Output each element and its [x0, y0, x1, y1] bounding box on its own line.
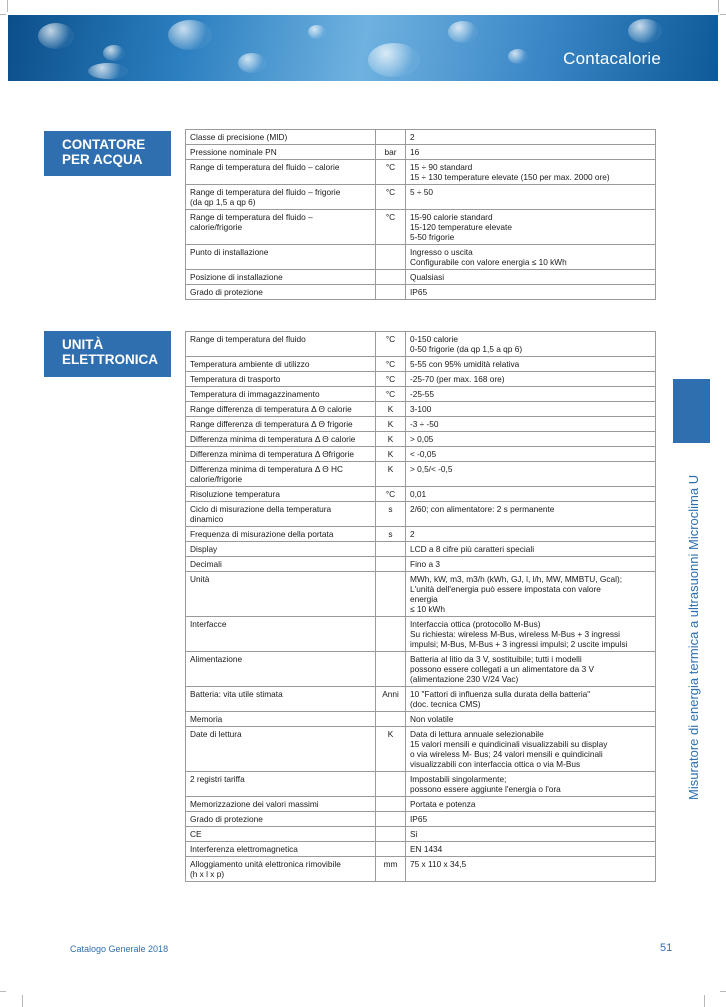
table-row	[186, 687, 656, 712]
unit-cell: K	[376, 447, 406, 462]
param-cell: Display	[186, 542, 376, 557]
table-row	[186, 402, 656, 417]
unit-cell	[376, 285, 406, 300]
water-drop-image	[38, 23, 74, 49]
param-cell: Pressione nominale PN	[186, 145, 376, 160]
unit-cell	[376, 245, 406, 270]
value-cell: 2	[406, 527, 656, 542]
value-cell: Data di lettura annuale selezionabile 15 valori mensili e quindicinali visualizzabili su display o via wireless M- Bus; 24 valori mensili e quindicinali visualizzabili con interfaccia ottica o via M-Bus	[406, 727, 656, 772]
param-cell: Temperatura ambiente di utilizzo	[186, 357, 376, 372]
unit-cell	[376, 812, 406, 827]
value-cell: 0-150 calorie 0-50 frigorie (da qp 1,5 a qp 6)	[406, 332, 656, 357]
unit-cell: mm	[376, 857, 406, 882]
value-cell: 2/60; con alimentatore: 2 s permanente	[406, 502, 656, 527]
param-cell: 2 registri tariffa	[186, 772, 376, 797]
crop-mark	[0, 14, 6, 15]
param-cell: Frequenza di misurazione della portata	[186, 527, 376, 542]
unit-cell: K	[376, 462, 406, 487]
table-row	[186, 857, 656, 882]
param-cell: Alloggiamento unità elettronica rimovibile (h x l x p)	[186, 857, 376, 882]
section-label-unita-elettronica	[44, 331, 171, 377]
param-cell: Differenza minima di temperatura Δ Θfrigorie	[186, 447, 376, 462]
value-cell: 16	[406, 145, 656, 160]
value-cell: 15 ÷ 90 standard 15 ÷ 130 temperature elevate (150 per max. 2000 ore)	[406, 160, 656, 185]
unit-cell: °C	[376, 387, 406, 402]
param-cell: Differenza minima di temperatura Δ Θ HC calorie/frigorie	[186, 462, 376, 487]
section-label-line: UNITÀ	[62, 337, 104, 352]
crop-mark	[720, 991, 726, 992]
table-row	[186, 797, 656, 812]
unit-cell	[376, 572, 406, 617]
value-cell: 2	[406, 130, 656, 145]
unit-cell: °C	[376, 372, 406, 387]
param-cell: Temperatura di trasporto	[186, 372, 376, 387]
water-drop-image	[368, 43, 420, 77]
table-row	[186, 332, 656, 357]
table-row	[186, 185, 656, 210]
water-drop-image	[628, 19, 662, 43]
footer-catalog: Catalogo Generale 2018	[70, 944, 169, 954]
table-row	[186, 417, 656, 432]
param-cell: Grado di protezione	[186, 285, 376, 300]
water-drop-image	[508, 49, 528, 64]
unit-cell: s	[376, 502, 406, 527]
unit-cell: s	[376, 527, 406, 542]
unit-cell	[376, 617, 406, 652]
param-cell: Range differenza di temperatura Δ Θ calorie	[186, 402, 376, 417]
unit-cell	[376, 772, 406, 797]
header-banner	[8, 15, 718, 81]
unit-cell: Anni	[376, 687, 406, 712]
param-cell: Range di temperatura del fluido – frigorie (da qp 1,5 a qp 6)	[186, 185, 376, 210]
unit-cell	[376, 557, 406, 572]
table-row	[186, 210, 656, 245]
table-row	[186, 130, 656, 145]
value-cell: > 0,05	[406, 432, 656, 447]
table-row	[186, 462, 656, 487]
value-cell: Fino a 3	[406, 557, 656, 572]
unit-cell	[376, 712, 406, 727]
value-cell: -3 ÷ -50	[406, 417, 656, 432]
table-row	[186, 772, 656, 797]
unit-cell: K	[376, 417, 406, 432]
value-cell: MWh, kW, m3, m3/h (kWh, GJ, l, l/h, MW, MMBTU, Gcal); L'unità dell'energia può essere impostata con valore energia ≤ 10 kWh	[406, 572, 656, 617]
table-row	[186, 285, 656, 300]
table-row	[186, 502, 656, 527]
value-cell: Batteria al litio da 3 V, sostituibile; tutti i modelli possono essere collegati a un alimentatore da 3 V (alimentazione 230 V/24 Vac)	[406, 652, 656, 687]
water-drop-image	[88, 63, 128, 79]
section-label-line: CONTATORE	[62, 137, 146, 152]
section-label-contatore	[44, 131, 171, 176]
param-cell: CE	[186, 827, 376, 842]
water-drop-image	[448, 21, 478, 43]
unit-cell: °C	[376, 210, 406, 245]
crop-mark	[704, 995, 705, 1007]
table-row	[186, 372, 656, 387]
param-cell: Punto di installazione	[186, 245, 376, 270]
table-row	[186, 812, 656, 827]
table-row	[186, 447, 656, 462]
param-cell: Date di lettura	[186, 727, 376, 772]
value-cell: 0,01	[406, 487, 656, 502]
table-row	[186, 245, 656, 270]
page-number: 51	[660, 942, 673, 954]
unit-cell: °C	[376, 185, 406, 210]
unit-cell	[376, 270, 406, 285]
table-row	[186, 145, 656, 160]
value-cell: 3-100	[406, 402, 656, 417]
value-cell: IP65	[406, 285, 656, 300]
param-cell: Range di temperatura del fluido – calorie/frigorie	[186, 210, 376, 245]
value-cell: 75 x 110 x 34,5	[406, 857, 656, 882]
value-cell: 15-90 calorie standard 15-120 temperature elevate 5-50 frigorie	[406, 210, 656, 245]
water-drop-image	[168, 20, 212, 50]
param-cell: Risoluzione temperatura	[186, 487, 376, 502]
param-cell: Interferenza elettromagnetica	[186, 842, 376, 857]
table-row	[186, 827, 656, 842]
param-cell: Unità	[186, 572, 376, 617]
unit-cell	[376, 652, 406, 687]
param-cell: Ciclo di misurazione della temperatura dinamico	[186, 502, 376, 527]
table-row	[186, 557, 656, 572]
table-row	[186, 160, 656, 185]
param-cell: Memoria	[186, 712, 376, 727]
param-cell: Batteria: vita utile stimata	[186, 687, 376, 712]
param-cell: Grado di protezione	[186, 812, 376, 827]
value-cell: < -0,05	[406, 447, 656, 462]
param-cell: Range di temperatura del fluido – calorie	[186, 160, 376, 185]
param-cell: Alimentazione	[186, 652, 376, 687]
value-cell: Ingresso o uscita Configurabile con valore energia ≤ 10 kWh	[406, 245, 656, 270]
table-row	[186, 652, 656, 687]
water-drop-image	[103, 45, 125, 61]
table-row	[186, 617, 656, 652]
table-row	[186, 387, 656, 402]
param-cell: Range di temperatura del fluido	[186, 332, 376, 357]
table-row	[186, 270, 656, 285]
param-cell: Temperatura di immagazzinamento	[186, 387, 376, 402]
table-row	[186, 527, 656, 542]
value-cell: Non volatile	[406, 712, 656, 727]
unit-cell: K	[376, 432, 406, 447]
spec-table-unita-elettronica	[185, 331, 656, 882]
spec-table-contatore	[185, 129, 656, 300]
param-cell: Decimali	[186, 557, 376, 572]
table-row	[186, 542, 656, 557]
unit-cell	[376, 130, 406, 145]
crop-mark	[0, 991, 6, 992]
param-cell: Posizione di installazione	[186, 270, 376, 285]
value-cell: Portata e potenza	[406, 797, 656, 812]
param-cell: Memorizzazione dei valori massimi	[186, 797, 376, 812]
side-title: Misuratore di energia termica a ultrasuonni Microclima U	[686, 474, 701, 800]
table-row	[186, 727, 656, 772]
section-label-line: ELETTRONICA	[62, 352, 158, 367]
value-cell: LCD a 8 cifre più caratteri speciali	[406, 542, 656, 557]
unit-cell: K	[376, 727, 406, 772]
table-row	[186, 712, 656, 727]
unit-cell: °C	[376, 160, 406, 185]
water-drop-image	[308, 25, 326, 39]
unit-cell: K	[376, 402, 406, 417]
water-drop-image	[238, 53, 266, 73]
table-row	[186, 572, 656, 617]
param-cell: Differenza minima di temperatura Δ Θ calorie	[186, 432, 376, 447]
unit-cell: °C	[376, 357, 406, 372]
value-cell: Qualsiasi	[406, 270, 656, 285]
header-title: Contacalorie	[563, 49, 661, 68]
value-cell: -25-55	[406, 387, 656, 402]
unit-cell	[376, 542, 406, 557]
unit-cell	[376, 842, 406, 857]
value-cell: Impostabili singolarmente; possono essere aggiunte l'energia o l'ora	[406, 772, 656, 797]
crop-mark	[7, 0, 8, 12]
param-cell: Range differenza di temperatura Δ Θ frigorie	[186, 417, 376, 432]
unit-cell: °C	[376, 487, 406, 502]
param-cell: Classe di precisione (MID)	[186, 130, 376, 145]
table-row	[186, 842, 656, 857]
crop-mark	[22, 995, 23, 1007]
unit-cell	[376, 827, 406, 842]
section-label-line: PER ACQUA	[62, 152, 143, 167]
value-cell: 5-55 con 95% umidità relativa	[406, 357, 656, 372]
value-cell: > 0,5/< -0,5	[406, 462, 656, 487]
unit-cell	[376, 797, 406, 812]
crop-mark	[718, 0, 719, 12]
value-cell: IP65	[406, 812, 656, 827]
unit-cell: bar	[376, 145, 406, 160]
crop-mark	[720, 14, 726, 15]
value-cell: Interfaccia ottica (protocollo M-Bus) Su richiesta: wireless M-Bus, wireless M-Bus + 3 ingressi impulsi; M-Bus, M-Bus + 3 ingressi impulsi; 2 uscite impulsi	[406, 617, 656, 652]
unit-cell: °C	[376, 332, 406, 357]
value-cell: 5 ÷ 50	[406, 185, 656, 210]
param-cell: Interfacce	[186, 617, 376, 652]
table-row	[186, 432, 656, 447]
value-cell: Sì	[406, 827, 656, 842]
table-row	[186, 357, 656, 372]
table-row	[186, 487, 656, 502]
value-cell: -25-70 (per max. 168 ore)	[406, 372, 656, 387]
value-cell: EN 1434	[406, 842, 656, 857]
value-cell: 10 "Fattori di influenza sulla durata della batteria" (doc. tecnica CMS)	[406, 687, 656, 712]
